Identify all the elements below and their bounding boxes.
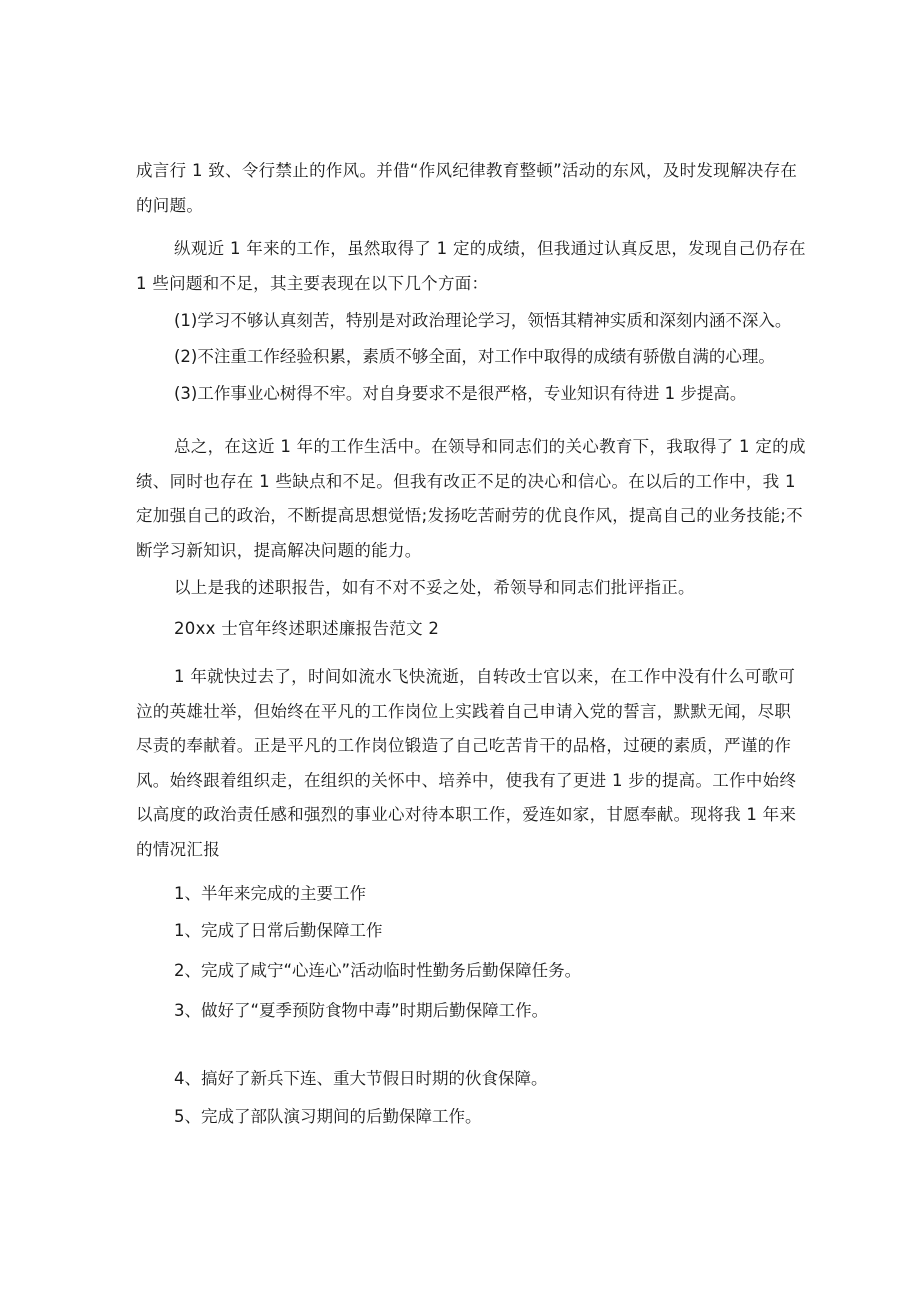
shortcoming-item-3: (3)工作事业心树得不牢。对自身要求不是很严格，专业知识有待进 1 步提高。: [174, 384, 747, 403]
list-item: 1、半年来完成的主要工作: [174, 884, 366, 903]
shortcoming-item-2: (2)不注重工作经验积累，素质不够全面，对工作中取得的成绩有骄傲自满的心理。: [174, 347, 775, 366]
shortcoming-item-1: (1)学习不够认真刻苦，特别是对政治理论学习，领悟其精神实质和深刻内涵不深入。: [174, 311, 792, 330]
paragraph-review: 纵观近 1 年来的工作，虽然取得了 1 定的成绩，但我通过认真反思，发现自己仍存在 1 些问题和不足，其主要表现在以下几个方面：: [136, 239, 806, 293]
list-item: 1、完成了日常后勤保障工作: [174, 921, 383, 940]
paragraph-summary: 总之，在这近 1 年的工作生活中。在领导和同志们的关心教育下，我取得了 1 定的成绩、同时也存在 1 些缺点和不足。但我有改正不足的决心和信心。在以后的工作中，我 1 定加强自己的政治，不断提高思想觉悟;发扬吃苦耐劳的优良作风，提高自己的业务技能;不断学习新知识，提高解决问题的能力。: [136, 437, 806, 560]
list-item: 5、完成了部队演习期间的后勤保障工作。: [174, 1107, 482, 1126]
section-heading: 20xx 士官年终述职述廉报告范文 2: [174, 619, 440, 638]
list-item: 3、做好了“夏季预防食物中毒”时期后勤保障工作。: [174, 1001, 549, 1020]
list-item: 2、完成了咸宁“心连心”活动临时性勤务后勤保障任务。: [174, 961, 582, 980]
list-item: 4、搞好了新兵下连、重大节假日时期的伙食保障。: [174, 1069, 548, 1088]
paragraph-continuation: 成言行 1 致、令行禁止的作风。并借“作风纪律教育整顿”活动的东风，及时发现解决存在的问题。: [136, 161, 798, 215]
paragraph-intro: 1 年就快过去了，时间如流水飞快流逝，自转改士官以来，在工作中没有什么可歌可泣的英雄壮举，但始终在平凡的工作岗位上实践着自己申请入党的誓言，默默无闻，尽职尽责的奉献着。正是平凡的工作岗位锻造了自己吃苦肯干的品格，过硬的素质，严谨的作风。始终跟着组织走，在组织的关怀中、培养中，使我有了更进 1 步的提高。工作中始终以高度的政治责任感和强烈的事业心对待本职工作，爱连如家，甘愿奉献。现将我 1 年来的情况汇报: [136, 667, 797, 859]
paragraph-closing: 以上是我的述职报告，如有不对不妥之处，希领导和同志们批评指正。: [174, 578, 695, 597]
